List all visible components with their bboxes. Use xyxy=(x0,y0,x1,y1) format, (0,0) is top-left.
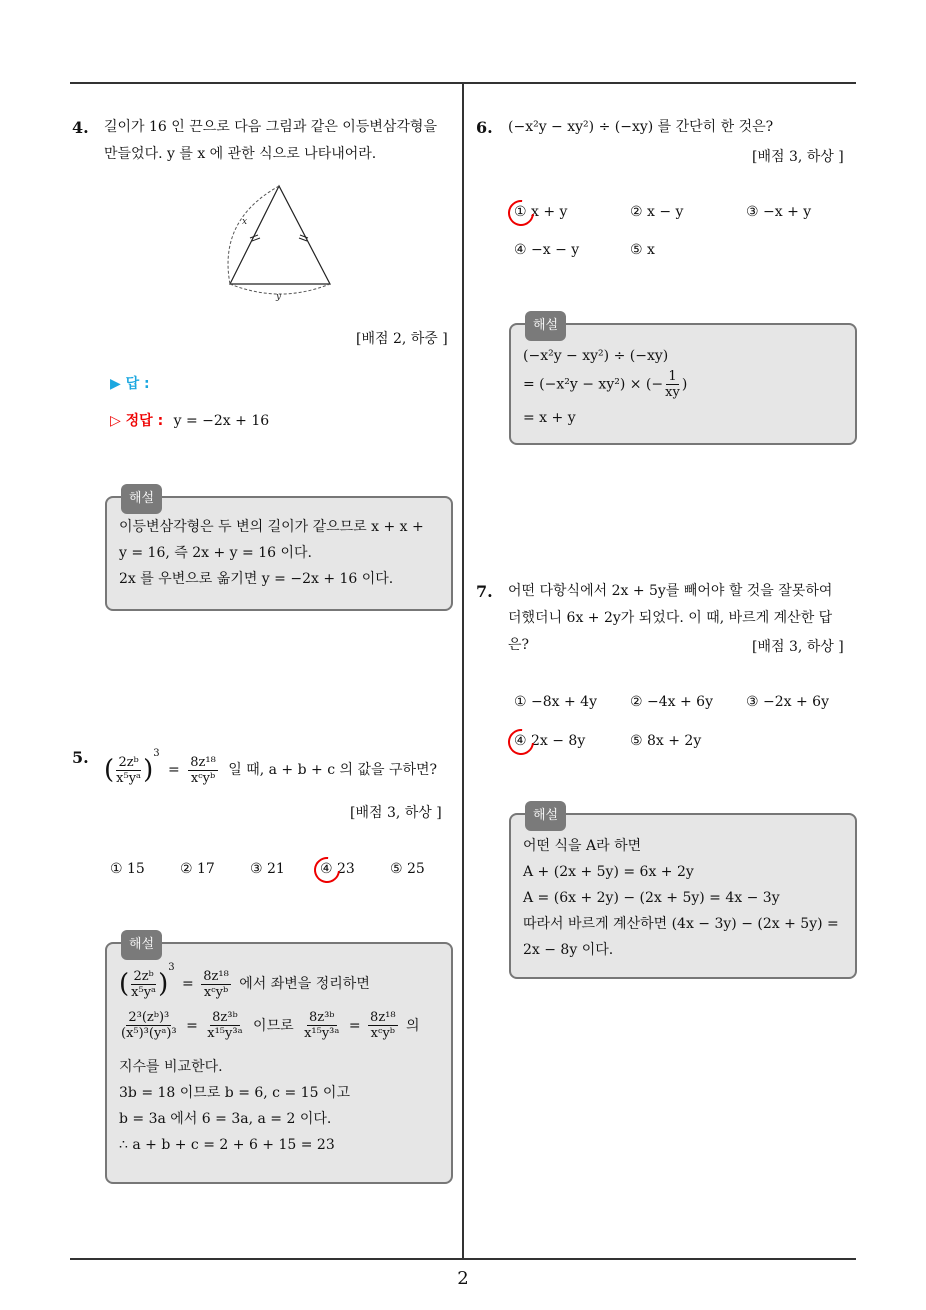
q5-points: [배점 3, 하상 ] xyxy=(350,805,442,821)
q7-explanation-line: 따라서 바르게 계산하면 (4x − 3y) − (2x + 5y) = xyxy=(523,916,839,932)
q7-answer-circle-mark xyxy=(503,724,540,761)
q7-choice-1[interactable]: ① −8x + 4y xyxy=(514,694,597,710)
q5-rhs-fraction: $\frac{\text{8z¹⁸}}{\text{xᶜyᵇ}}$ xyxy=(190,754,216,786)
q6-choice-5[interactable]: ⑤ x xyxy=(630,242,655,258)
q4-explanation-line: y = 16, 즉 2x + y = 16 이다. xyxy=(119,545,312,561)
q6-answer-circle-mark xyxy=(503,195,540,232)
q5-choice-3[interactable]: ③ 21 xyxy=(250,861,285,877)
q6-choice-2[interactable]: ② x − y xyxy=(630,204,684,220)
column-divider xyxy=(462,84,464,1260)
q5-choice-1[interactable]: ① 15 xyxy=(110,861,145,877)
q7-text-line1: 어떤 다항식에서 2x + 5y를 빼어야 할 것을 잘못하여 xyxy=(508,583,833,599)
q7-explanation-line: A = (6x + 2y) − (2x + 5y) = 4x − 3y xyxy=(523,890,780,906)
q7-choice-3[interactable]: ③ −2x + 6y xyxy=(746,694,829,710)
q4-answer-line xyxy=(110,373,150,393)
q5-choice-4[interactable]: ④ 23 xyxy=(320,861,355,877)
q6-explanation-line: (−x²y − xy²) ÷ (−xy) xyxy=(523,348,669,364)
bottom-rule xyxy=(70,1258,856,1260)
q6-choice-1[interactable]: ① x + y xyxy=(514,204,568,220)
q5-choice-5[interactable]: ⑤ 25 xyxy=(390,861,425,877)
q6-choice-4[interactable]: ④ −x − y xyxy=(514,242,580,258)
q7-explanation-line: 2x − 8y 이다. xyxy=(523,942,614,958)
q6-explanation-line: = (−x²y − xy²) × (− $\frac{1}{xy}$ ) xyxy=(523,369,688,400)
q7-text-line3: 은? xyxy=(508,637,530,653)
q4-triangle-figure xyxy=(222,180,340,302)
q5-explanation-line: b = 3a 에서 6 = 3a, a = 2 이다. xyxy=(119,1111,332,1127)
page-number: 2 xyxy=(457,1268,469,1289)
q7-explanation-box xyxy=(509,808,857,979)
q5-choice-2[interactable]: ② 17 xyxy=(180,861,215,877)
q5-lhs-fraction: $\frac{\text{2zᵇ}}{\text{x⁵yᵃ}}$ xyxy=(116,754,142,786)
q7-explanation-line: 어떤 식을 A라 하면 xyxy=(523,838,642,854)
q4-text-line2: 만들었다. y 를 x 에 관한 식으로 나타내어라. xyxy=(104,146,377,162)
q7-number: 7. xyxy=(476,582,493,601)
q7-points: [배점 3, 하상 ] xyxy=(752,639,844,655)
q4-figure-label-y: y xyxy=(276,292,282,302)
q5-explanation-box xyxy=(105,937,453,1184)
q4-explanation-box xyxy=(105,491,453,611)
q4-number: 4. xyxy=(72,118,89,137)
q7-choice-2[interactable]: ② −4x + 6y xyxy=(630,694,713,710)
q5-text: 일 때, a + b + c 의 값을 구하면? xyxy=(228,762,438,778)
q4-figure-label-x: x xyxy=(242,217,248,227)
q5-explanation-line: 3b = 18 이므로 b = 6, c = 15 이고 xyxy=(119,1085,350,1101)
q6-explanation-line: = x + y xyxy=(523,410,576,426)
q5-explanation-line: 지수를 비교한다. xyxy=(119,1059,223,1075)
q7-text-line2: 더했더니 6x + 2y가 되었다. 이 때, 바르게 계산한 답 xyxy=(508,610,833,626)
q4-text-line1: 길이가 16 인 끈으로 다음 그림과 같은 이등변삼각형을 xyxy=(104,119,437,135)
q5-explanation-tag: 해설 xyxy=(121,930,162,960)
q7-choice-4[interactable]: ④ 2x − 8y xyxy=(514,733,586,749)
q4-explanation-tag: 해설 xyxy=(121,484,162,514)
q7-choice-5[interactable]: ⑤ 8x + 2y xyxy=(630,733,702,749)
q6-text: (−x²y − xy²) ÷ (−xy) 를 간단히 한 것은? xyxy=(508,119,774,135)
q5-explanation-line: ∴ a + b + c = 2 + 6 + 15 = 23 xyxy=(119,1137,335,1153)
q4-points: [배점 2, 하중 ] xyxy=(356,331,448,347)
q4-explanation-line: 2x 를 우변으로 옮기면 y = −2x + 16 이다. xyxy=(119,571,394,587)
q6-choice-3[interactable]: ③ −x + y xyxy=(746,204,812,220)
q4-explanation-line: 이등변삼각형은 두 변의 길이가 같으므로 x + x + xyxy=(119,519,424,535)
q4-correct-value: y = −2x + 16 xyxy=(173,413,270,429)
q6-explanation-tag: 해설 xyxy=(525,311,566,341)
q4-correct-label: ▷ 정답 : xyxy=(110,413,164,429)
q5-equation: ( $\frac{\text{2zᵇ}}{\text{x⁵yᵃ}}$ )$^3$ = $\frac{\text{8z¹⁸}}{\text{xᶜyᵇ}}$ 일 때, a + b + c 의 값을 구하면? xyxy=(104,748,438,786)
q5-number: 5. xyxy=(72,748,89,767)
q5-explanation-eq2: $\frac{\text{2³(zᵇ)³}}{\text{(x⁵)³(yᵃ)³}}$ = $\frac{\text{8z³ᵇ}}{\text{x¹⁵y³ᵃ}}$ 이므로 $\frac{\text{8z³ᵇ}}{\text{x¹⁵y³ᵃ}}$ = $\frac{\text{8z¹⁸}}{\text{xᶜyᵇ}}$ 의 xyxy=(121,1010,420,1041)
q7-explanation-line: A + (2x + 5y) = 6x + 2y xyxy=(523,864,694,880)
q7-explanation-tag: 해설 xyxy=(525,801,566,831)
q4-answer-label: ▶ 답 : xyxy=(110,376,150,392)
q5-explanation-eq1: ( $\frac{\text{2zᵇ}}{\text{x⁵yᵃ}}$ )$^3$ = $\frac{\text{8z¹⁸}}{\text{xᶜyᵇ}}$ 에서 좌변을 정리하면 xyxy=(119,962,370,1000)
q6-points: [배점 3, 하상 ] xyxy=(752,149,844,165)
q5-answer-circle-mark xyxy=(309,852,346,889)
q6-explanation-box xyxy=(509,318,857,445)
q4-correct-line xyxy=(110,410,269,430)
q6-number: 6. xyxy=(476,118,493,137)
